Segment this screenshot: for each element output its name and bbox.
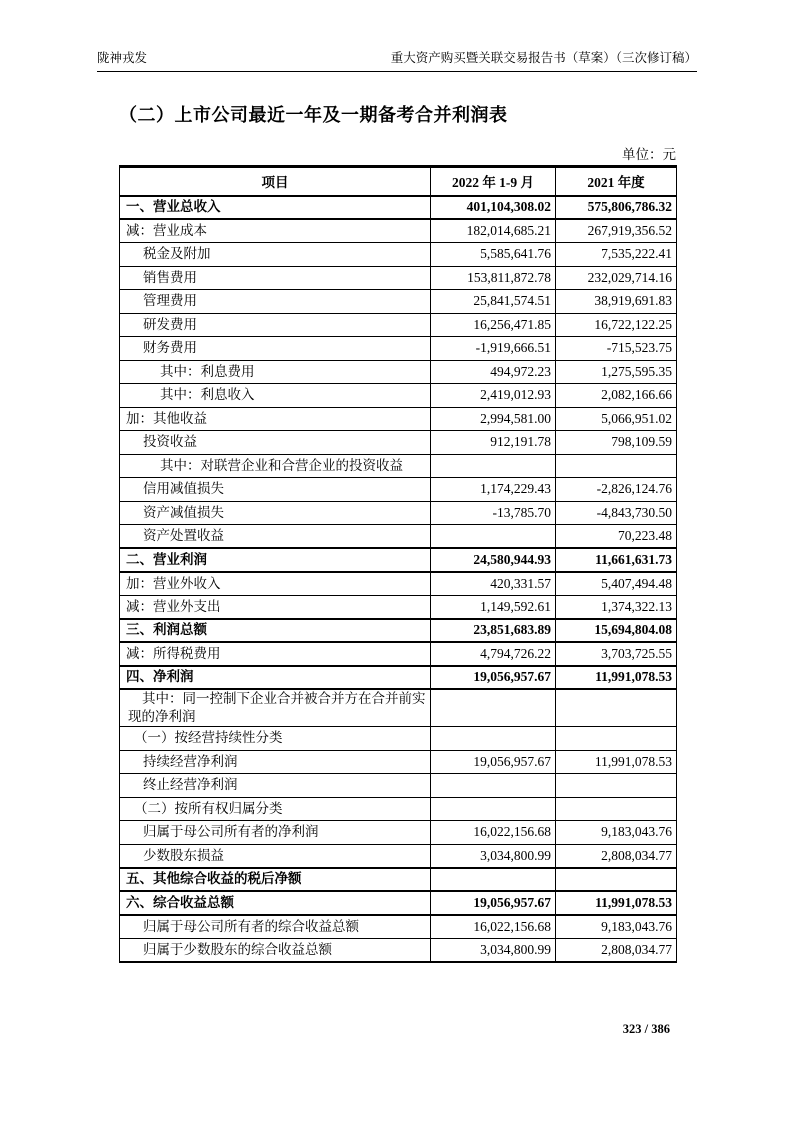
row-label: 其中：利息收入 [120, 384, 431, 408]
value-2021: 38,919,691.83 [556, 290, 677, 314]
table-row [120, 525, 677, 549]
value-2021: 1,275,595.35 [556, 360, 677, 384]
table-row [120, 266, 677, 290]
row-label: 终止经营净利润 [120, 774, 431, 798]
table-row [120, 938, 677, 962]
row-label: 资产减值损失 [120, 501, 431, 525]
row-label: 归属于母公司所有者的净利润 [120, 821, 431, 845]
table-row [120, 337, 677, 361]
value-2022 [431, 797, 556, 821]
value-2021: 11,991,078.53 [556, 891, 677, 915]
value-2022: 153,811,872.78 [431, 266, 556, 290]
value-2022: 5,585,641.76 [431, 243, 556, 267]
table-row [120, 642, 677, 666]
column-header-2021-year: 2021 年度 [556, 167, 677, 196]
table-row [120, 572, 677, 596]
table-body [120, 196, 677, 962]
value-2021: 9,183,043.76 [556, 821, 677, 845]
value-2022: 16,022,156.68 [431, 821, 556, 845]
value-2022: 23,851,683.89 [431, 619, 556, 643]
value-2021 [556, 454, 677, 478]
table-row [120, 821, 677, 845]
value-2021: 9,183,043.76 [556, 915, 677, 939]
table-row [120, 384, 677, 408]
value-2022: -13,785.70 [431, 501, 556, 525]
row-label: 投资收益 [120, 431, 431, 455]
pro-forma-income-statement-table [119, 165, 677, 963]
row-label: 四、净利润 [120, 666, 431, 690]
value-2021: 3,703,725.55 [556, 642, 677, 666]
value-2022: 2,994,581.00 [431, 407, 556, 431]
row-label: 研发费用 [120, 313, 431, 337]
row-label: 减：营业外支出 [120, 595, 431, 619]
value-2021: -4,843,730.50 [556, 501, 677, 525]
row-label: （一）按经营持续性分类 [120, 727, 431, 751]
value-2021 [556, 797, 677, 821]
value-2021: 267,919,356.52 [556, 219, 677, 243]
value-2021: 2,082,166.66 [556, 384, 677, 408]
value-2022: 182,014,685.21 [431, 219, 556, 243]
row-label: 减：所得税费用 [120, 642, 431, 666]
value-2022 [431, 727, 556, 751]
value-2021: 11,991,078.53 [556, 750, 677, 774]
value-2022: 19,056,957.67 [431, 666, 556, 690]
row-label: 管理费用 [120, 290, 431, 314]
value-2021: 2,808,034.77 [556, 844, 677, 868]
table-row [120, 689, 677, 727]
table-row [120, 407, 677, 431]
value-2022: 1,149,592.61 [431, 595, 556, 619]
row-label: 资产处置收益 [120, 525, 431, 549]
value-2021: 1,374,322.13 [556, 595, 677, 619]
value-2022: 1,174,229.43 [431, 478, 556, 502]
table-row [120, 750, 677, 774]
table-row [120, 915, 677, 939]
unit-note: 单位：元 [622, 147, 676, 162]
table-row [120, 844, 677, 868]
value-2021: 5,066,951.02 [556, 407, 677, 431]
table-row [120, 501, 677, 525]
column-header-item: 项目 [120, 167, 431, 196]
value-2022 [431, 525, 556, 549]
row-label: 五、其他综合收益的税后净额 [120, 868, 431, 892]
row-label: 减：营业成本 [120, 219, 431, 243]
value-2022: 494,972.23 [431, 360, 556, 384]
table-row [120, 454, 677, 478]
value-2021 [556, 774, 677, 798]
row-label: 其中：利息费用 [120, 360, 431, 384]
table-row [120, 797, 677, 821]
row-label: 信用减值损失 [120, 478, 431, 502]
value-2021: 2,808,034.77 [556, 938, 677, 962]
value-2021: -715,523.75 [556, 337, 677, 361]
value-2021: 16,722,122.25 [556, 313, 677, 337]
table-row [120, 727, 677, 751]
row-label: 其中：同一控制下企业合并被合并方在合并前实现的净利润 [120, 689, 431, 727]
value-2021: 11,991,078.53 [556, 666, 677, 690]
value-2022 [431, 689, 556, 727]
table-row [120, 196, 677, 220]
value-2021: 798,109.59 [556, 431, 677, 455]
row-label: 二、营业利润 [120, 548, 431, 572]
table-row [120, 243, 677, 267]
value-2022 [431, 774, 556, 798]
value-2021: 575,806,786.32 [556, 196, 677, 220]
table-row [120, 219, 677, 243]
value-2022: 19,056,957.67 [431, 891, 556, 915]
row-label: 归属于少数股东的综合收益总额 [120, 938, 431, 962]
row-label: 税金及附加 [120, 243, 431, 267]
header-report-title: 重大资产购买暨关联交易报告书（草案）（三次修订稿） [390, 51, 697, 65]
value-2022: 16,256,471.85 [431, 313, 556, 337]
table-row [120, 360, 677, 384]
row-label: 加：营业外收入 [120, 572, 431, 596]
value-2021: -2,826,124.76 [556, 478, 677, 502]
section-title: （二）上市公司最近一年及一期备考合并利润表 [119, 105, 508, 125]
value-2022: 3,034,800.99 [431, 844, 556, 868]
table-row [120, 868, 677, 892]
value-2022: 912,191.78 [431, 431, 556, 455]
row-label: 少数股东损益 [120, 844, 431, 868]
value-2022: 25,841,574.51 [431, 290, 556, 314]
row-label: （二）按所有权归属分类 [120, 797, 431, 821]
value-2021: 5,407,494.48 [556, 572, 677, 596]
row-label: 财务费用 [120, 337, 431, 361]
value-2021: 70,223.48 [556, 525, 677, 549]
value-2022: -1,919,666.51 [431, 337, 556, 361]
row-label: 归属于母公司所有者的综合收益总额 [120, 915, 431, 939]
value-2021 [556, 868, 677, 892]
table-row [120, 619, 677, 643]
value-2021: 7,535,222.41 [556, 243, 677, 267]
header-company-name: 陇神戎发 [97, 51, 148, 65]
value-2022: 2,419,012.93 [431, 384, 556, 408]
value-2021: 15,694,804.08 [556, 619, 677, 643]
row-label: 其中：对联营企业和合营企业的投资收益 [120, 454, 431, 478]
value-2021 [556, 727, 677, 751]
row-label: 六、综合收益总额 [120, 891, 431, 915]
value-2022: 401,104,308.02 [431, 196, 556, 220]
table-header-row [120, 167, 677, 196]
value-2022: 16,022,156.68 [431, 915, 556, 939]
row-label: 加：其他收益 [120, 407, 431, 431]
table-row [120, 774, 677, 798]
column-header-2022-period: 2022 年 1-9 月 [431, 167, 556, 196]
value-2022 [431, 868, 556, 892]
value-2022: 420,331.57 [431, 572, 556, 596]
value-2021: 232,029,714.16 [556, 266, 677, 290]
value-2021: 11,661,631.73 [556, 548, 677, 572]
row-label: 一、营业总收入 [120, 196, 431, 220]
table-row [120, 666, 677, 690]
table-row [120, 478, 677, 502]
value-2022: 4,794,726.22 [431, 642, 556, 666]
table-row [120, 290, 677, 314]
value-2022 [431, 454, 556, 478]
page-number: 323 / 386 [622, 1022, 670, 1036]
table-row [120, 595, 677, 619]
table-row [120, 313, 677, 337]
table-row [120, 548, 677, 572]
row-label: 三、利润总额 [120, 619, 431, 643]
running-header [97, 48, 697, 72]
value-2022: 19,056,957.67 [431, 750, 556, 774]
row-label: 持续经营净利润 [120, 750, 431, 774]
table-row [120, 891, 677, 915]
value-2021 [556, 689, 677, 727]
row-label: 销售费用 [120, 266, 431, 290]
value-2022: 24,580,944.93 [431, 548, 556, 572]
table-row [120, 431, 677, 455]
value-2022: 3,034,800.99 [431, 938, 556, 962]
